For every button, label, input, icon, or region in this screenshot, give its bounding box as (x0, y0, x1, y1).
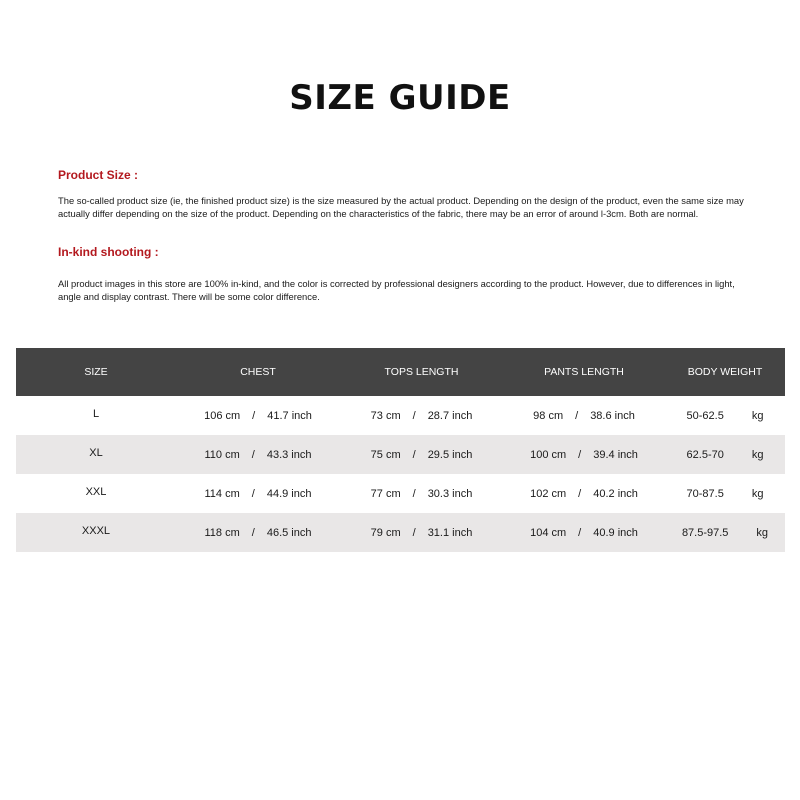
weight-unit: kg (756, 526, 769, 539)
weight-unit: kg (751, 487, 764, 500)
tops-inch: 28.7 inch (427, 409, 473, 422)
separator: / (251, 448, 255, 461)
separator: / (578, 448, 582, 461)
header-tops-length: TOPS LENGTH (384, 366, 459, 378)
size-cell: XXL (85, 485, 107, 498)
table-row (16, 435, 785, 474)
table-row (16, 396, 785, 435)
product-size-heading: Product Size : (58, 168, 139, 182)
pants-length-cell (503, 449, 665, 461)
tops-inch: 30.3 inch (427, 487, 473, 500)
in-kind-shooting-heading: In-kind shooting : (58, 245, 159, 259)
weight-range: 70-87.5 (686, 487, 724, 500)
tops-length-cell (340, 527, 503, 539)
pants-inch: 40.9 inch (593, 526, 638, 539)
pants-cm: 98 cm (533, 409, 564, 422)
pants-length-cell (503, 410, 665, 422)
tops-length-cell (340, 449, 503, 461)
chest-cell (176, 527, 340, 539)
tops-cm: 73 cm (370, 409, 401, 422)
weight-unit: kg (751, 409, 764, 422)
tops-cm: 77 cm (370, 487, 401, 500)
size-cell: XXXL (81, 524, 111, 537)
header-size: SIZE (84, 366, 108, 378)
separator: / (578, 526, 582, 539)
header-body-weight: BODY WEIGHT (687, 366, 763, 378)
pants-cm: 100 cm (530, 448, 567, 461)
chest-inch: 44.9 inch (266, 487, 312, 500)
tops-inch: 29.5 inch (427, 448, 473, 461)
pants-inch: 40.2 inch (593, 487, 638, 500)
separator: / (412, 526, 416, 539)
body-weight-cell (665, 449, 785, 461)
table-row (16, 513, 785, 552)
header-pants-length: PANTS LENGTH (544, 366, 624, 378)
separator: / (412, 409, 416, 422)
separator: / (578, 487, 582, 500)
tops-length-cell (340, 488, 503, 500)
separator: / (251, 487, 255, 500)
chest-cell (176, 488, 340, 500)
header-chest: CHEST (240, 366, 276, 378)
chest-inch: 46.5 inch (266, 526, 312, 539)
weight-range: 87.5-97.5 (681, 526, 729, 539)
chest-cm: 118 cm (204, 526, 240, 539)
pants-length-cell (503, 488, 665, 500)
chest-cell (176, 449, 340, 461)
weight-range: 62.5-70 (686, 448, 724, 461)
weight-range: 50-62.5 (686, 409, 724, 422)
tops-cm: 75 cm (370, 448, 401, 461)
separator: / (251, 526, 255, 539)
separator: / (412, 448, 416, 461)
size-cell: L (92, 407, 100, 420)
separator: / (412, 487, 416, 500)
page-title: SIZE GUIDE (289, 78, 511, 118)
body-weight-cell (665, 488, 785, 500)
separator: / (252, 409, 256, 422)
pants-inch: 38.6 inch (590, 409, 635, 422)
body-weight-cell (665, 527, 785, 539)
pants-cm: 104 cm (530, 526, 567, 539)
tops-inch: 31.1 inch (427, 526, 473, 539)
tops-cm: 79 cm (370, 526, 401, 539)
separator: / (575, 409, 579, 422)
size-cell: XL (89, 446, 103, 459)
chest-cell (176, 410, 340, 422)
table-row (16, 474, 785, 513)
in-kind-shooting-text: All product images in this store are 100% in-kind, and the color is corrected by professional designers according to the product. However, due to differences in light, angle and display contrast. There will be some color difference. (58, 278, 735, 302)
chest-cm: 114 cm (204, 487, 240, 500)
pants-length-cell (503, 527, 665, 539)
size-table (16, 348, 785, 552)
chest-cm: 110 cm (204, 448, 240, 461)
weight-unit: kg (751, 448, 764, 461)
chest-inch: 41.7 inch (267, 409, 312, 422)
body-weight-cell (665, 410, 785, 422)
tops-length-cell (340, 410, 503, 422)
pants-cm: 102 cm (530, 487, 567, 500)
table-header (16, 348, 785, 396)
chest-inch: 43.3 inch (266, 448, 312, 461)
chest-cm: 106 cm (204, 409, 241, 422)
product-size-text: The so-called product size (ie, the finished product size) is the size measured by the actual product. Depending on the design of the product, even the same size may actually differ depending on the size of the product. Depending on the characteristics of the fabric, there may be an error of around l-3cm. Both are normal. (58, 195, 744, 219)
pants-inch: 39.4 inch (593, 448, 638, 461)
